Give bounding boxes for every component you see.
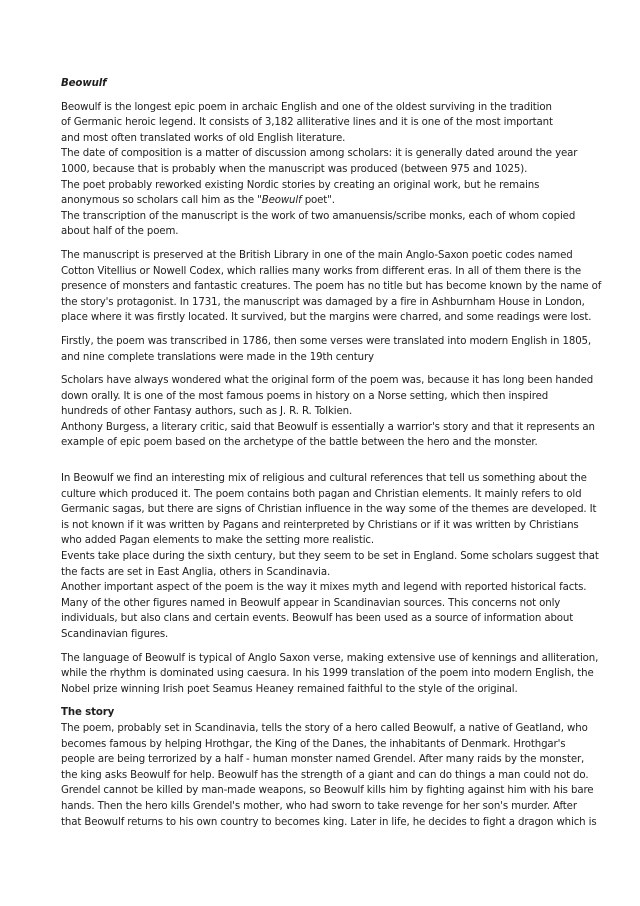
text-line: The language of Beowulf is typical of Anglo Saxon verse, making extensive use of kennings and alliteration,	[61, 652, 599, 664]
text-line: and nine complete translations were made in the 19th century	[61, 351, 374, 363]
text-line: The manuscript is preserved at the British Library in one of the main Anglo-Saxon poetic codes named	[61, 249, 573, 261]
text-line: is not known if it was written by Pagans and reinterpreted by Christians or if it was written by Christians	[61, 519, 579, 531]
text-line: Many of the other figures named in Beowulf appear in Scandinavian sources. This concerns not only	[61, 597, 561, 609]
text-line: Anthony Burgess, a literary critic, said that Beowulf is essentially a warrior's story and that it represents an	[61, 421, 595, 433]
text-line: the facts are set in East Anglia, others in Scandinavia.	[61, 566, 331, 578]
text-line: the king asks Beowulf for help. Beowulf has the strength of a giant and can do things a man could not do.	[61, 769, 589, 781]
text-line: 1000, because that is probably when the manuscript was produced (between 975 and 1025).	[61, 163, 528, 175]
text-line: Events take place during the sixth century, but they seem to be set in England. Some scholars suggest that	[61, 551, 599, 563]
text-line: Beowulf is the longest epic poem in archaic English and one of the oldest surviving in the tradition	[61, 101, 552, 113]
text-line: the story's protagonist. In 1731, the manuscript was damaged by a fire in Ashburnham House in London,	[61, 296, 585, 308]
paragraph-translations	[61, 334, 592, 365]
paragraph-scholars	[61, 373, 595, 451]
text-line	[61, 193, 581, 209]
text-line: about half of the poem.	[61, 226, 179, 238]
text-line: place where it was firstly located. It survived, but the margins were charred, and some readings were lost.	[61, 312, 592, 324]
text-line: Scandinavian figures.	[61, 629, 169, 640]
paragraph-religion	[61, 471, 599, 643]
text-line: Grendel cannot be killed by man-made weapons, so Beowulf kills him by fighting against him with his bare	[61, 785, 594, 797]
text-line: becomes famous by helping Hrothgar, the King of the Danes, the inhabitants of Denmark. Hrothgar's	[61, 738, 566, 750]
text-line: Cotton Vitellius or Nowell Codex, which rallies many works from different eras. In all of them there is the	[61, 265, 582, 277]
paragraph-story	[61, 721, 597, 830]
text-line: and most often translated works of old English literature.	[61, 132, 346, 144]
text-line: hundreds of other Fantasy authors, such as J. R. R. Tolkien.	[61, 406, 353, 418]
text-line: The date of composition is a matter of discussion among scholars: it is generally dated around the year	[61, 148, 578, 160]
text-line: The poet probably reworked existing Nordic stories by creating an original work, but he remains	[61, 179, 540, 191]
text-line: individuals, but also clans and certain events. Beowulf has been used as a source of information about	[61, 613, 574, 625]
text-line: Scholars have always wondered what the original form of the poem was, because it has long been handed	[61, 375, 594, 387]
text-line: culture which produced it. The poem contains both pagan and Christian elements. It mainly refers to old	[61, 488, 582, 500]
document-page	[61, 76, 602, 838]
text-line: down orally. It is one of the most famous poems in history on a Norse setting, which then inspired	[61, 390, 549, 402]
text-line: presence of monsters and fantastic creatures. The poem has no title but has become known by the name of	[61, 281, 602, 293]
text-line: while the rhythm is dominated using caesura. In his 1999 translation of the poem into modern English, the	[61, 668, 594, 680]
text-line: Firstly, the poem was transcribed in 1786, then some verses were translated into modern English in 1805,	[61, 335, 592, 347]
text-line: Germanic sagas, but there are signs of Christian influence in the way some of the themes are developed. It	[61, 504, 597, 516]
text-line: In Beowulf we find an interesting mix of religious and cultural references that tell us something about the	[61, 473, 587, 485]
text-line: The poem, probably set in Scandinavia, tells the story of a hero called Beowulf, a native of Geatland, who	[61, 722, 588, 734]
text-line: example of epic poem based on the archetype of the battle between the hero and the monster.	[61, 437, 538, 449]
text-line: Nobel prize winning Irish poet Seamus Heaney remained faithful to the style of the original.	[61, 683, 518, 695]
text-line: The transcription of the manuscript is the work of two amanuensis/scribe monks, each of whom copied	[61, 210, 576, 222]
italic-title-run: Beowulf	[261, 195, 302, 207]
text-line: that Beowulf returns to his own country to becomes king. Later in life, he decides to fight a dragon which is	[61, 816, 597, 828]
text-line: people are being terrorized by a half - human monster named Grendel. After many raids by the monster,	[61, 754, 585, 766]
paragraph-manuscript	[61, 248, 602, 326]
text-run: poet".	[301, 195, 335, 207]
text-line: hands. Then the hero kills Grendel's mother, who had sworn to take revenge for her son's murder. After	[61, 800, 577, 812]
text-line: of Germanic heroic legend. It consists of 3,182 alliterative lines and it is one of the most important	[61, 117, 553, 129]
document-title: Beowulf	[61, 78, 107, 89]
text-line: who added Pagan elements to make the setting more realistic.	[61, 535, 375, 547]
paragraph-intro	[61, 100, 581, 240]
text-line: Another important aspect of the poem is the way it mixes myth and legend with reported historical facts.	[61, 582, 587, 594]
section-heading-story: The story	[61, 707, 115, 719]
text-run: anonymous so scholars call him as the "	[61, 195, 262, 207]
paragraph-language	[61, 651, 599, 698]
